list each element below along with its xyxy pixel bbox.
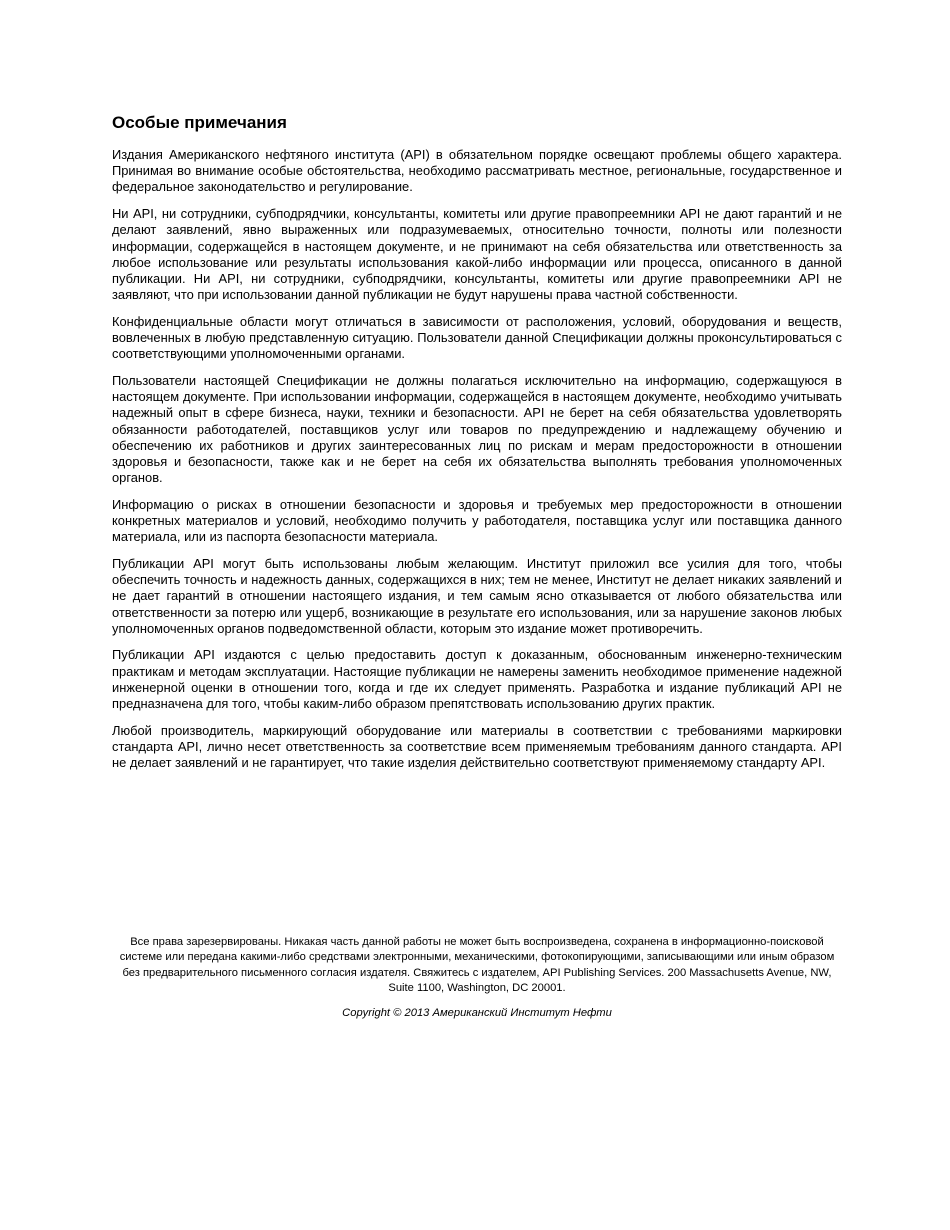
paragraph-publication-use: Публикации API могут быть использованы любым желающим. Институт приложил все усилия для того, чтобы обеспечить точность и надежность данных, содержащихся в них; тем не менее, Институт не делает никаких заявлений и не дает гарантий в отношении настоящего издания, и тем самым ясно отказывается от любого обязательства или ответственности за потерю или ущерб, возникающие в результате его использования, или за нарушение законов любых уполномоченных органов подведомственной области, которым это издание может противоречить. — [112, 555, 842, 636]
rights-notice: Все права зарезервированы. Никакая часть данной работы не может быть воспроизведена, сохранена в информационно-поисковой системе или передана какими-либо средствами электронными, механическими, фотокопирующими, записывающими или иным образом без предварительного письменного согласия издателя. Свяжитесь с издателем, API Publishing Services. 200 Massachusetts Avenue, NW, Suite 1100, Washington, DC 20001. — [119, 936, 835, 994]
paragraph-no-warranty: Ни API, ни сотрудники, субподрядчики, консультанты, комитеты или другие правопреемники API не дают гарантий и не делают заявлений, явно выраженных или подразумеваемых, относительно точности, полноты или полезности информации, содержащейся в настоящем документе, и не принимают на себя обязательства или ответственность за любое использование или результаты использования какой-либо информации или процесса, описанного в данной публикации. Ни API, ни сотрудники, субподрядчики, консультанты, комитеты или другие правопреемники API не заявляют, что при использовании данной публикации не будут нарушены права частной собственности. — [112, 206, 842, 303]
paragraph-engineering-practices: Публикации API издаются с целью предоставить доступ к доказанным, обоснованным инженерно-техническим практикам и методам эксплуатации. Настоящие публикации не намерены заменить необходимое применение надежной инженерной оценки в отношении того, когда и где их следует применять. Разработка и издание публикаций API не предназначена для того, чтобы каким-либо образом препятствовать использованию других практик. — [112, 647, 842, 712]
paragraph-manufacturer-responsibility: Любой производитель, маркирующий оборудование или материалы в соответствии с требованиями маркировки стандарта API, лично несет ответственность за соответствие всем применяемым требованиям данного стандарта. API не делает заявлений и не гарантирует, что такие изделия действительно соответствуют применяемому стандарту API. — [112, 722, 842, 771]
paragraph-confidential-areas: Конфиденциальные области могут отличаться в зависимости от расположения, условий, оборудования и веществ, вовлеченных в любую представленную ситуацию. Пользователи данной Спецификации должны проконсультироваться с соответствующими уполномоченными органами. — [112, 313, 842, 362]
document-body — [112, 112, 842, 782]
footer — [112, 935, 842, 1021]
paragraph-general-problems: Издания Американского нефтяного института (API) в обязательном порядке освещают проблемы общего характера. Принимая во внимание особые обстоятельства, необходимо рассматривать местное, региональные, государственное и федеральное законодательство и регулирование. — [112, 147, 842, 195]
copyright-notice: Copyright © 2013 Американский Институт Нефти — [342, 1007, 612, 1020]
paragraph-safety-info: Информацию о рисках в отношении безопасности и здоровья и требуемых мер предосторожности в отношении конкретных материалов и условий, необходимо получить у работодателя, поставщика услуг или поставщика данного материала, или из паспорта безопасности материала. — [112, 496, 842, 545]
paragraph-users-reliance: Пользователи настоящей Спецификации не должны полагаться исключительно на информацию, содержащуюся в настоящем документе. При использовании информации, содержащейся в настоящем документе, необходимо учитывать надежный опыт в сфере бизнеса, науки, техники и безопасности. API не берет на себя обязательства удовлетворять обязанности работодателей, поставщиков услуг или товаров по предупреждению и надлежащему обучению и обеспечению их работников и других заинтересованных лиц по рискам и мерам предосторожности в отношении здоровья и безопасности, также как и не берет на себя их обязательства выполнять требования уполномоченных органов. — [112, 372, 842, 486]
page-title: Особые примечания — [112, 113, 287, 132]
